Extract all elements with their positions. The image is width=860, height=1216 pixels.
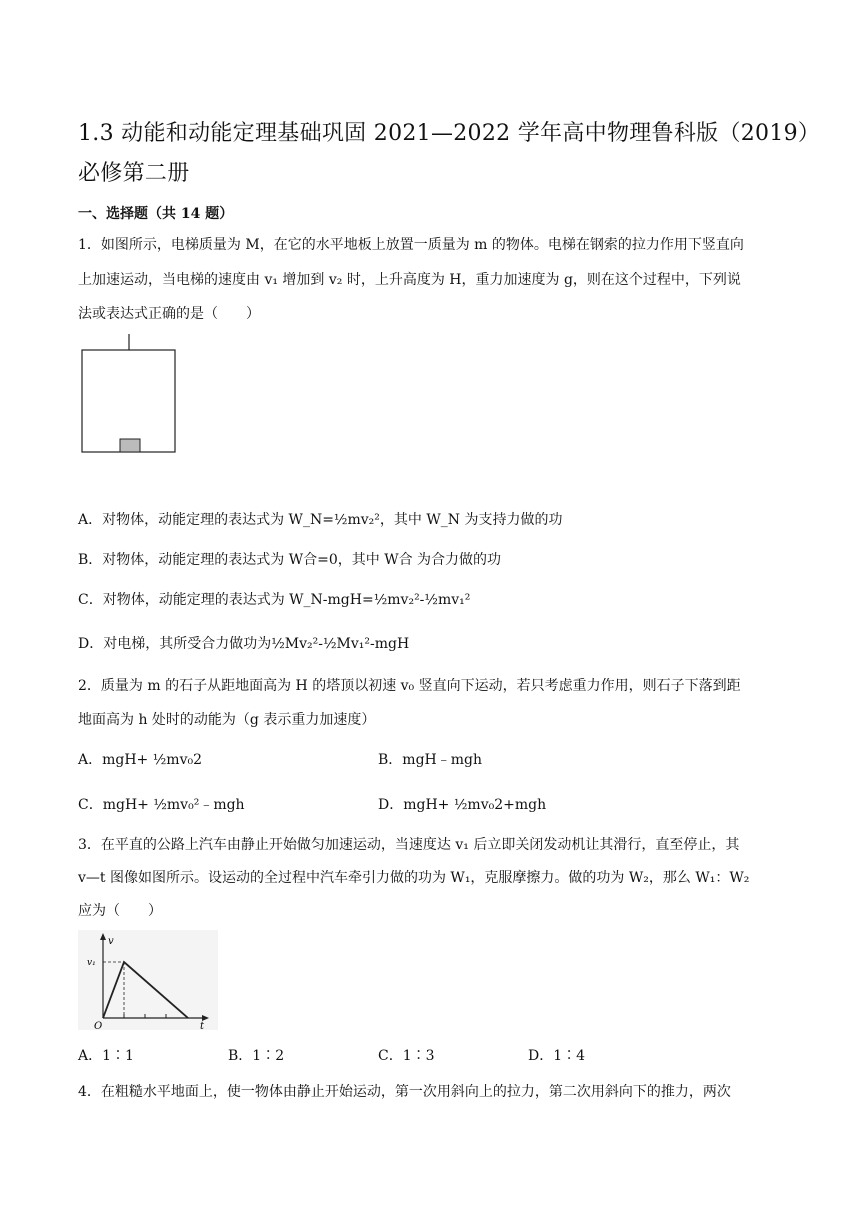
- vt-graph: [78, 930, 218, 1030]
- q1-stem-line2: 上加速运动，当电梯的速度由 v₁ 增加到 v₂ 时，上升高度为 H，重力加速度为 g，则在这个过程中，下列说: [78, 272, 741, 288]
- q2-stem-line2: 地面高为 h 处时的动能为（g 表示重力加速度）: [78, 712, 376, 728]
- q2-option-c[interactable]: C．mgH+ ½mv₀²﹣mgh: [78, 797, 245, 813]
- q2-stem-line1: 2．质量为 m 的石子从距地面高为 H 的塔顶以初速 v₀ 竖直向下运动，若只考虑重力作用，则石子下落到距: [78, 678, 741, 694]
- q3-stem-line1: 3．在平直的公路上汽车由静止开始做匀加速运动，当速度达 v₁ 后立即关闭发动机让其滑行，直至停止，其: [78, 837, 740, 853]
- q3-option-b[interactable]: B．1∶2: [228, 1048, 285, 1064]
- elevator-box: [82, 350, 175, 452]
- vt-graph-background: [78, 930, 218, 1030]
- q1-stem-line1: 1．如图所示，电梯质量为 M，在它的水平地板上放置一质量为 m 的物体。电梯在钢索的拉力作用下竖直向: [78, 237, 744, 253]
- q1-option-d[interactable]: D．对电梯，其所受合力做功为½Mv₂²-½Mv₁²-mgH: [78, 636, 410, 652]
- q3-option-d[interactable]: D．1∶4: [528, 1048, 586, 1064]
- q4-stem-line1: 4．在粗糙水平地面上，使一物体由静止开始运动，第一次用斜向上的拉力，第二次用斜向下的推力，两次: [78, 1084, 731, 1100]
- t-axis-label: t: [200, 1021, 205, 1030]
- origin-label: O: [94, 1021, 103, 1030]
- q3-option-c[interactable]: C．1∶3: [378, 1048, 435, 1064]
- q1-stem-line3: 法或表达式正确的是（ ）: [78, 306, 260, 322]
- q2-option-d[interactable]: D．mgH+ ½mv₀2+mgh: [378, 797, 547, 813]
- v1-label: v₁: [87, 958, 96, 968]
- object-block: [120, 439, 140, 452]
- elevator-diagram: [78, 334, 182, 456]
- v-axis-label: v: [108, 936, 114, 947]
- q3-stem-line2: v—t 图像如图所示。设运动的全过程中汽车牵引力做的功为 W₁，克服摩擦力。做的功为 W₂，那么 W₁：W₂: [78, 870, 750, 886]
- section-heading: 一、选择题（共 14 题）: [78, 206, 234, 222]
- q2-option-b[interactable]: B．mgH﹣mgh: [378, 752, 482, 768]
- page-title-continued: 必修第二册: [78, 161, 190, 186]
- q1-option-a[interactable]: A．对物体，动能定理的表达式为 W_N=½mv₂²，其中 W_N 为支持力做的功: [78, 512, 563, 528]
- q1-option-b[interactable]: B．对物体，动能定理的表达式为 W合=0，其中 W合 为合力做的功: [78, 552, 502, 568]
- page-title: 1.3 动能和动能定理基础巩固 2021—2022 学年高中物理鲁科版（2019）: [78, 121, 821, 146]
- q2-option-a[interactable]: A．mgH+ ½mv₀2: [78, 752, 203, 768]
- q3-stem-line3: 应为（ ）: [78, 903, 162, 919]
- q3-option-a[interactable]: A．1∶1: [78, 1048, 134, 1064]
- q1-option-c[interactable]: C．对物体，动能定理的表达式为 W_N-mgH=½mv₂²-½mv₁²: [78, 592, 471, 608]
